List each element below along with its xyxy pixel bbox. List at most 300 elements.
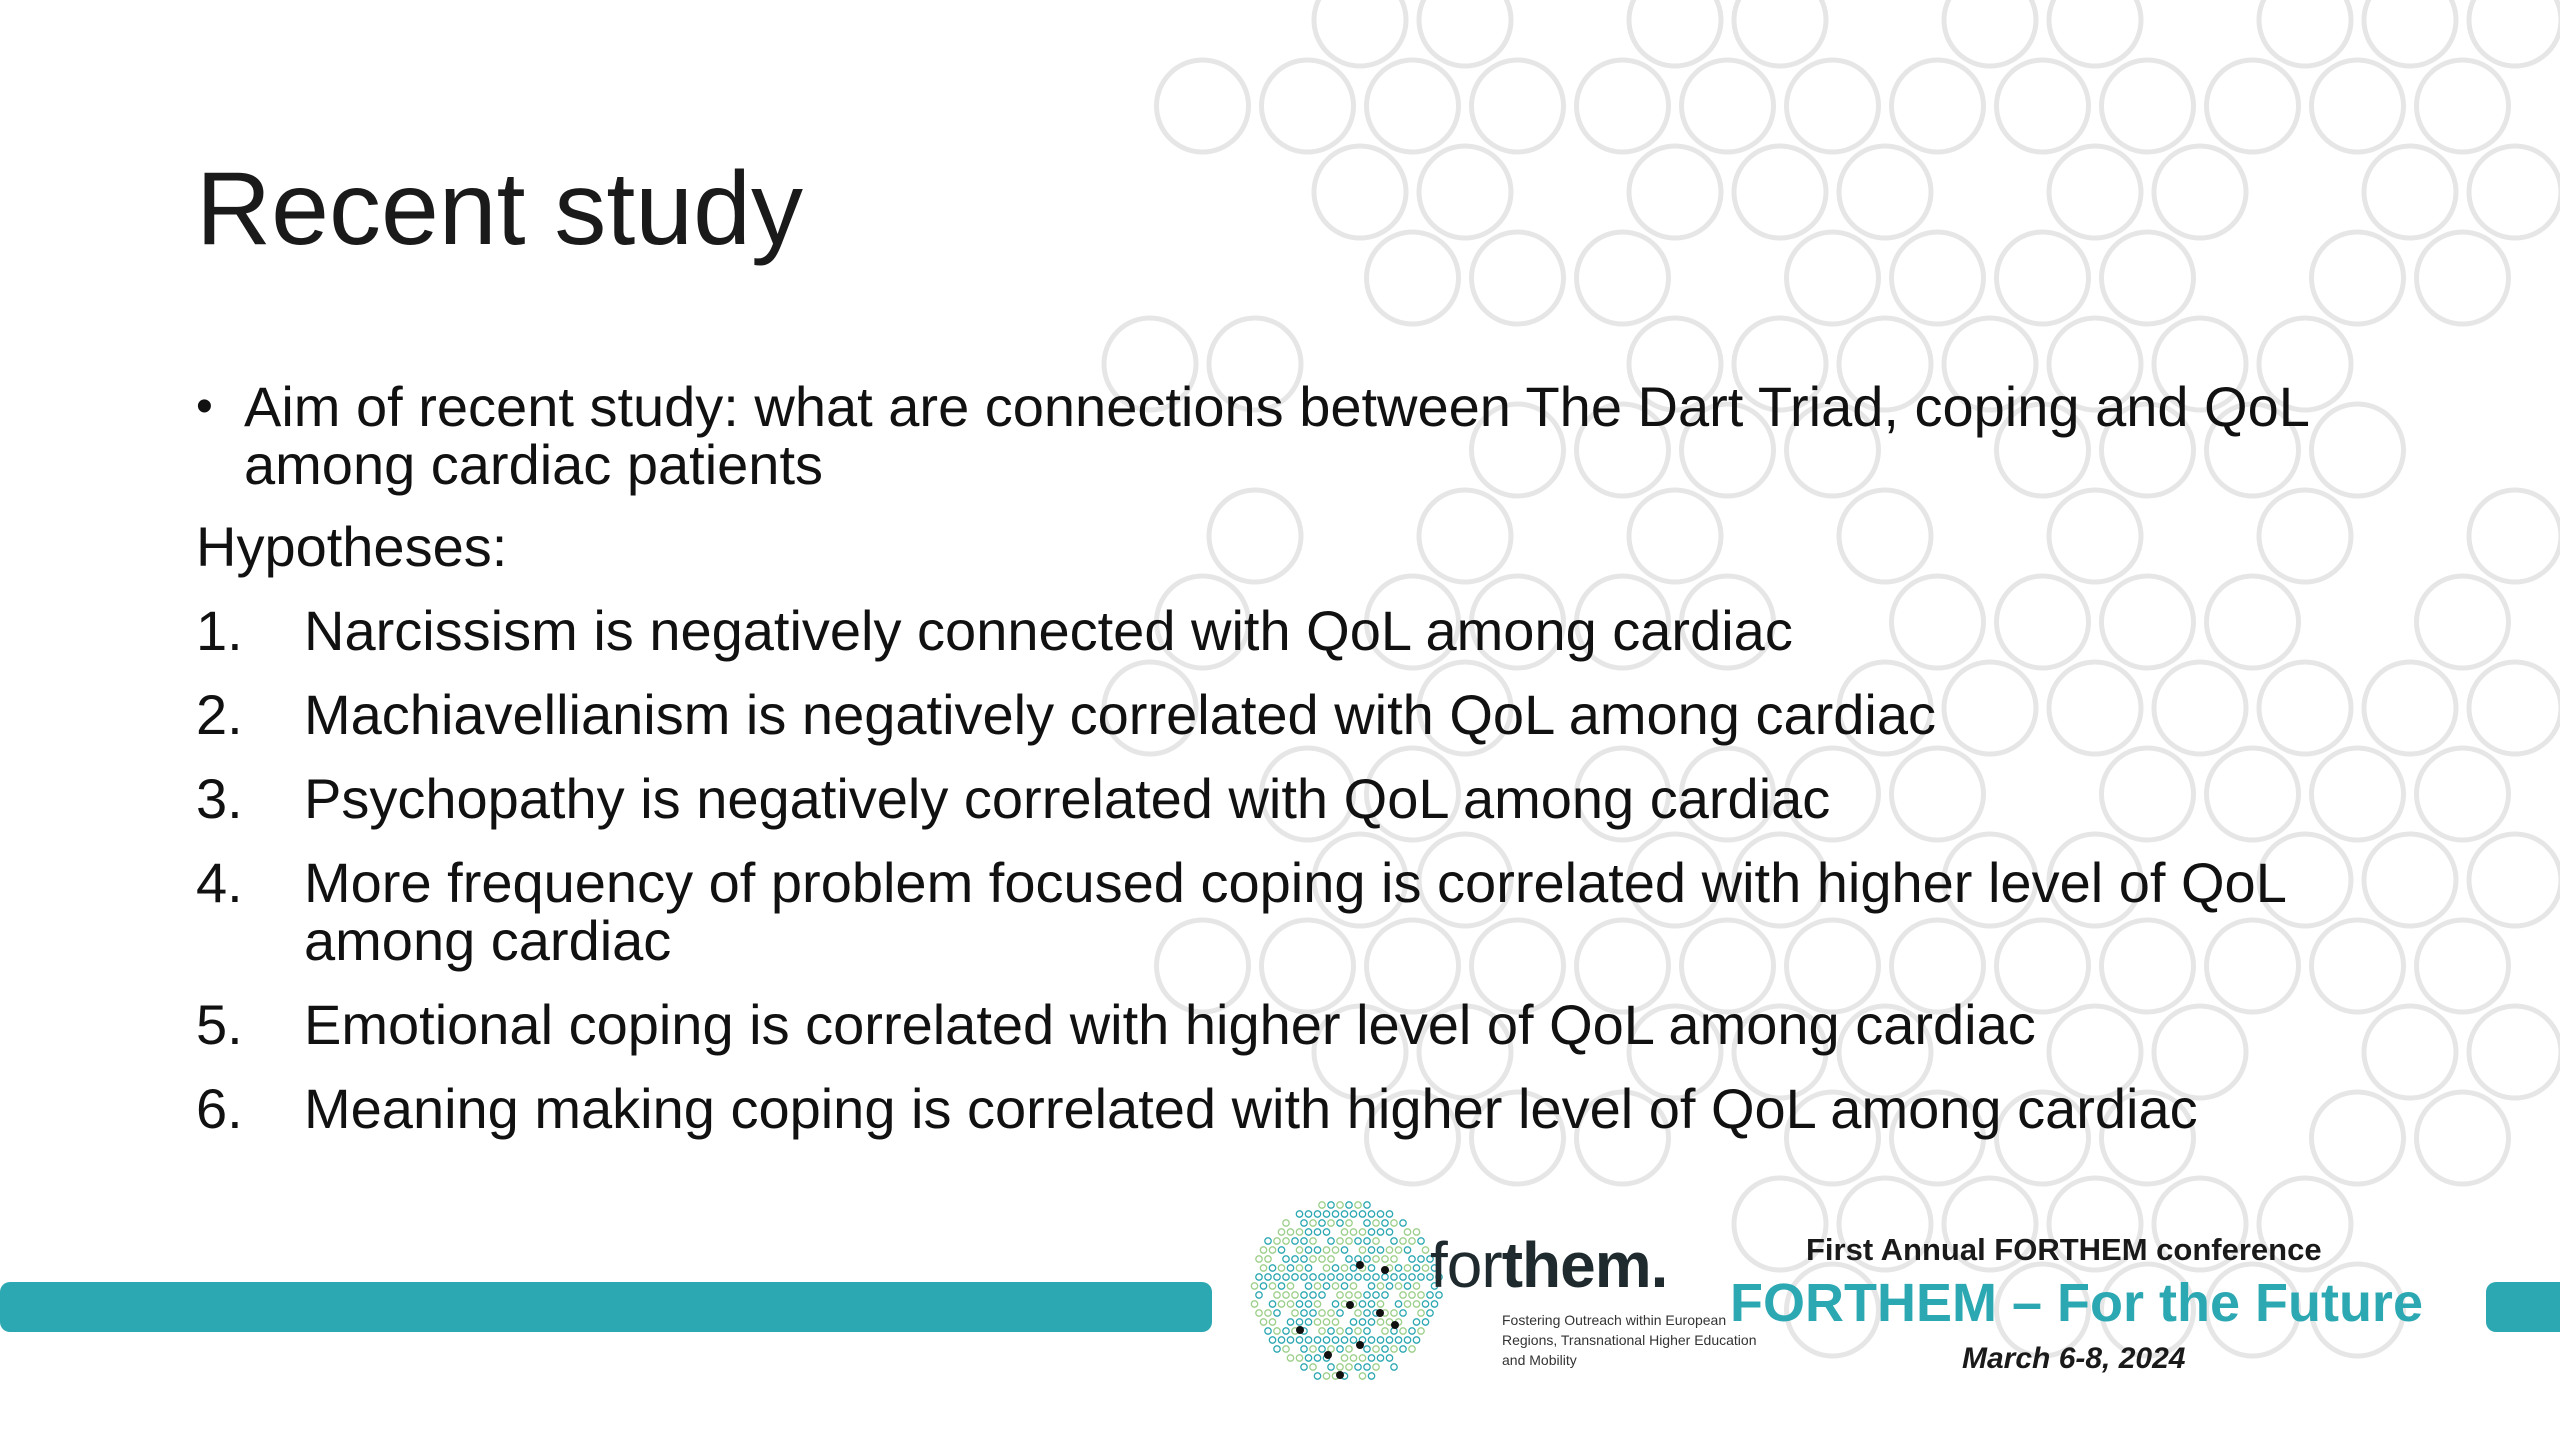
map-dot xyxy=(1341,1283,1347,1289)
map-dot xyxy=(1341,1211,1347,1217)
aim-bullet xyxy=(196,375,2396,496)
background-circle xyxy=(1944,0,2036,66)
map-dot xyxy=(1346,1364,1352,1370)
map-dot xyxy=(1296,1319,1302,1325)
map-dot xyxy=(1377,1283,1383,1289)
map-dot xyxy=(1310,1364,1316,1370)
map-dot xyxy=(1418,1292,1424,1298)
map-dot xyxy=(1310,1310,1316,1316)
map-dot xyxy=(1296,1265,1302,1271)
map-dot xyxy=(1404,1301,1410,1307)
background-circle xyxy=(2469,490,2560,582)
map-dot xyxy=(1364,1274,1370,1280)
map-dot xyxy=(1287,1265,1293,1271)
map-dot xyxy=(1368,1337,1374,1343)
map-dot xyxy=(1359,1211,1365,1217)
background-circle xyxy=(1629,146,1721,238)
map-dot xyxy=(1301,1274,1307,1280)
map-dot xyxy=(1305,1319,1311,1325)
map-dot xyxy=(1350,1211,1356,1217)
background-circle xyxy=(1892,60,1984,152)
map-dot xyxy=(1373,1256,1379,1262)
hypothesis-item xyxy=(196,683,2396,746)
map-dot xyxy=(1328,1238,1334,1244)
map-dot xyxy=(1319,1310,1325,1316)
map-dot xyxy=(1283,1346,1289,1352)
map-city-dot xyxy=(1376,1309,1384,1317)
slide-content xyxy=(196,375,2396,1164)
map-dot xyxy=(1337,1310,1343,1316)
map-dot xyxy=(1301,1292,1307,1298)
map-dot xyxy=(1269,1247,1275,1253)
hypothesis-number: 3. xyxy=(196,767,243,830)
hypothesis-item xyxy=(196,767,2396,830)
map-dot xyxy=(1328,1202,1334,1208)
map-dot xyxy=(1382,1256,1388,1262)
background-circle xyxy=(1892,232,1984,324)
map-dot xyxy=(1341,1229,1347,1235)
map-dot xyxy=(1368,1247,1374,1253)
map-dot xyxy=(1301,1220,1307,1226)
map-city-dot xyxy=(1391,1321,1399,1329)
background-circle xyxy=(2469,834,2560,926)
wordmark-prefix: for xyxy=(1430,1229,1502,1301)
map-dot xyxy=(1409,1274,1415,1280)
hypothesis-number: 5. xyxy=(196,993,243,1056)
map-dot xyxy=(1391,1238,1397,1244)
map-dot xyxy=(1292,1292,1298,1298)
map-dot xyxy=(1269,1265,1275,1271)
map-dot xyxy=(1287,1229,1293,1235)
map-dot xyxy=(1364,1346,1370,1352)
map-dot xyxy=(1368,1319,1374,1325)
map-dot xyxy=(1418,1238,1424,1244)
map-dot xyxy=(1310,1292,1316,1298)
map-dot xyxy=(1305,1337,1311,1343)
background-circle xyxy=(1419,146,1511,238)
map-dot xyxy=(1328,1310,1334,1316)
map-dot xyxy=(1422,1265,1428,1271)
background-circle xyxy=(2312,232,2404,324)
background-circle xyxy=(2417,748,2509,840)
bullet-dot-icon: • xyxy=(196,380,213,433)
map-dot xyxy=(1373,1364,1379,1370)
map-dot xyxy=(1323,1319,1329,1325)
map-dot xyxy=(1251,1301,1257,1307)
hypotheses-heading: Hypotheses: xyxy=(196,515,508,578)
map-dot xyxy=(1404,1265,1410,1271)
background-circle xyxy=(1997,232,2089,324)
map-dot xyxy=(1350,1229,1356,1235)
map-dot xyxy=(1341,1355,1347,1361)
map-dot xyxy=(1274,1274,1280,1280)
map-dot xyxy=(1413,1319,1419,1325)
map-dot xyxy=(1323,1373,1329,1379)
map-city-dot xyxy=(1296,1326,1304,1334)
map-dot xyxy=(1296,1229,1302,1235)
map-dot xyxy=(1386,1337,1392,1343)
map-dot xyxy=(1346,1220,1352,1226)
map-dot xyxy=(1269,1337,1275,1343)
map-dot xyxy=(1341,1337,1347,1343)
map-dot xyxy=(1256,1274,1262,1280)
map-dot xyxy=(1350,1319,1356,1325)
map-dot xyxy=(1368,1229,1374,1235)
map-dot xyxy=(1350,1337,1356,1343)
map-dot xyxy=(1314,1283,1320,1289)
conference-dates: March 6-8, 2024 xyxy=(1962,1342,2186,1375)
map-dot xyxy=(1332,1211,1338,1217)
map-dot xyxy=(1395,1283,1401,1289)
map-dot xyxy=(1350,1265,1356,1271)
map-dot xyxy=(1368,1211,1374,1217)
background-circle xyxy=(2049,0,2141,66)
map-dot xyxy=(1400,1346,1406,1352)
map-dot xyxy=(1296,1247,1302,1253)
map-dot xyxy=(1391,1346,1397,1352)
map-dot xyxy=(1269,1319,1275,1325)
map-dot xyxy=(1323,1337,1329,1343)
hypothesis-text: Narcissism is negatively connected with QoL among cardiac xyxy=(304,599,1793,662)
background-circle xyxy=(2049,146,2141,238)
aim-text: Aim of recent study: what are connections between The Dart Triad, coping and QoL among cardiac patients xyxy=(244,375,2308,496)
map-dot xyxy=(1400,1220,1406,1226)
map-dot xyxy=(1359,1319,1365,1325)
map-dot xyxy=(1413,1283,1419,1289)
map-dot xyxy=(1274,1238,1280,1244)
map-dot xyxy=(1359,1247,1365,1253)
map-dot xyxy=(1395,1265,1401,1271)
background-circle xyxy=(1839,146,1931,238)
map-dot xyxy=(1292,1310,1298,1316)
map-dot xyxy=(1283,1328,1289,1334)
map-dot xyxy=(1292,1256,1298,1262)
map-dot xyxy=(1314,1373,1320,1379)
map-dot xyxy=(1368,1373,1374,1379)
background-circle xyxy=(2417,232,2509,324)
map-dot xyxy=(1260,1247,1266,1253)
map-dot xyxy=(1422,1247,1428,1253)
map-dot xyxy=(1328,1256,1334,1262)
map-dot xyxy=(1368,1283,1374,1289)
map-dot xyxy=(1260,1283,1266,1289)
hypothesis-item xyxy=(196,1077,2396,1140)
map-dot xyxy=(1377,1301,1383,1307)
map-dot xyxy=(1382,1220,1388,1226)
map-dot xyxy=(1265,1256,1271,1262)
hypothesis-number: 6. xyxy=(196,1077,243,1140)
map-dot xyxy=(1287,1301,1293,1307)
map-dot xyxy=(1278,1265,1284,1271)
map-dot xyxy=(1373,1346,1379,1352)
map-dot xyxy=(1260,1265,1266,1271)
map-dot xyxy=(1413,1337,1419,1343)
map-dot xyxy=(1314,1211,1320,1217)
map-dot xyxy=(1382,1274,1388,1280)
map-dot xyxy=(1274,1292,1280,1298)
map-dot xyxy=(1373,1292,1379,1298)
map-dot xyxy=(1265,1238,1271,1244)
map-dot xyxy=(1296,1301,1302,1307)
map-dot xyxy=(1305,1265,1311,1271)
map-dot xyxy=(1382,1292,1388,1298)
map-dot xyxy=(1319,1202,1325,1208)
map-dot xyxy=(1310,1274,1316,1280)
footer-accent-bar-right xyxy=(2486,1282,2560,1332)
map-dot xyxy=(1278,1337,1284,1343)
map-dot xyxy=(1350,1355,1356,1361)
background-circle xyxy=(1577,60,1669,152)
map-dot xyxy=(1278,1301,1284,1307)
map-dot xyxy=(1256,1292,1262,1298)
background-circle xyxy=(1734,0,1826,66)
map-dot xyxy=(1323,1283,1329,1289)
map-dot xyxy=(1386,1283,1392,1289)
map-city-dot xyxy=(1356,1261,1364,1269)
map-city-dot xyxy=(1381,1266,1389,1274)
map-dot xyxy=(1301,1346,1307,1352)
map-dot xyxy=(1400,1238,1406,1244)
background-circle xyxy=(1787,60,1879,152)
map-dot xyxy=(1332,1337,1338,1343)
hypotheses-list xyxy=(196,599,2396,1140)
background-circle xyxy=(2469,146,2560,238)
map-dot xyxy=(1386,1247,1392,1253)
map-dot xyxy=(1409,1328,1415,1334)
background-circle xyxy=(2207,60,2299,152)
map-dot xyxy=(1265,1328,1271,1334)
hypothesis-text: Psychopathy is negatively correlated with QoL among cardiac xyxy=(304,767,1831,830)
map-dot xyxy=(1337,1346,1343,1352)
map-dot xyxy=(1364,1310,1370,1316)
map-dot xyxy=(1386,1211,1392,1217)
map-dot xyxy=(1301,1364,1307,1370)
map-dot xyxy=(1283,1238,1289,1244)
map-dot xyxy=(1310,1346,1316,1352)
map-dot xyxy=(1373,1220,1379,1226)
map-dot xyxy=(1323,1229,1329,1235)
map-city-dot xyxy=(1336,1371,1344,1379)
map-dot xyxy=(1346,1274,1352,1280)
map-dot xyxy=(1337,1364,1343,1370)
map-dot xyxy=(1305,1229,1311,1235)
map-dot xyxy=(1301,1310,1307,1316)
background-circle xyxy=(1157,60,1249,152)
map-dot xyxy=(1301,1238,1307,1244)
background-circle xyxy=(2417,576,2509,668)
map-dot xyxy=(1400,1274,1406,1280)
hypothesis-text: More frequency of problem focused coping is correlated with higher level of QoL among cardiac xyxy=(304,851,2285,972)
map-dot xyxy=(1287,1337,1293,1343)
map-dot xyxy=(1323,1211,1329,1217)
map-dot xyxy=(1391,1310,1397,1316)
background-circle xyxy=(1629,0,1721,66)
map-dot xyxy=(1400,1310,1406,1316)
map-dot xyxy=(1319,1292,1325,1298)
map-dot xyxy=(1418,1274,1424,1280)
map-dot xyxy=(1400,1328,1406,1334)
map-dot xyxy=(1422,1301,1428,1307)
map-dot xyxy=(1377,1337,1383,1343)
background-circle xyxy=(1314,146,1406,238)
map-dot xyxy=(1404,1247,1410,1253)
map-dot xyxy=(1346,1202,1352,1208)
map-dot xyxy=(1305,1247,1311,1253)
map-dot xyxy=(1278,1229,1284,1235)
map-dot xyxy=(1355,1202,1361,1208)
map-dot xyxy=(1391,1256,1397,1262)
hypothesis-number: 2. xyxy=(196,683,243,746)
map-dot xyxy=(1359,1373,1365,1379)
map-dot xyxy=(1364,1238,1370,1244)
background-circle xyxy=(1314,0,1406,66)
map-dot xyxy=(1283,1274,1289,1280)
map-city-dot xyxy=(1324,1351,1332,1359)
background-circle xyxy=(2469,0,2560,66)
background-circle xyxy=(1787,232,1879,324)
map-dot xyxy=(1287,1319,1293,1325)
map-dot xyxy=(1314,1355,1320,1361)
map-dot xyxy=(1346,1256,1352,1262)
map-dot xyxy=(1346,1292,1352,1298)
conference-slogan: FORTHEM – For the Future xyxy=(1730,1273,2423,1333)
map-dot xyxy=(1287,1355,1293,1361)
map-dot xyxy=(1274,1310,1280,1316)
map-dot xyxy=(1305,1283,1311,1289)
map-dot xyxy=(1337,1220,1343,1226)
map-dot xyxy=(1341,1247,1347,1253)
map-dot xyxy=(1364,1220,1370,1226)
background-circle xyxy=(1472,232,1564,324)
conference-name: First Annual FORTHEM conference xyxy=(1806,1232,2322,1267)
map-dot xyxy=(1364,1292,1370,1298)
map-dot xyxy=(1274,1346,1280,1352)
hypothesis-text: Meaning making coping is correlated with higher level of QoL among cardiac xyxy=(304,1077,2198,1140)
map-dot xyxy=(1328,1220,1334,1226)
map-dot xyxy=(1409,1256,1415,1262)
map-dot xyxy=(1332,1247,1338,1253)
map-dot xyxy=(1283,1292,1289,1298)
background-circle xyxy=(2469,662,2560,754)
background-circle xyxy=(2154,146,2246,238)
logo-tagline: Fostering Outreach within European Regions, Transnational Higher Education and Mobility xyxy=(1502,1312,1757,1368)
map-dot xyxy=(1364,1364,1370,1370)
map-dot xyxy=(1278,1283,1284,1289)
map-dot xyxy=(1364,1256,1370,1262)
map-dot xyxy=(1413,1265,1419,1271)
map-dot xyxy=(1314,1301,1320,1307)
background-circle xyxy=(2417,1092,2509,1184)
map-dot xyxy=(1395,1247,1401,1253)
map-dot xyxy=(1328,1328,1334,1334)
background-circle xyxy=(2259,0,2351,66)
map-dot xyxy=(1337,1202,1343,1208)
map-dot xyxy=(1337,1238,1343,1244)
map-dot xyxy=(1404,1337,1410,1343)
hypothesis-number: 4. xyxy=(196,851,243,914)
map-dot xyxy=(1265,1310,1271,1316)
map-dot xyxy=(1346,1328,1352,1334)
map-dot xyxy=(1323,1247,1329,1253)
map-dot xyxy=(1346,1238,1352,1244)
background-circle xyxy=(1577,232,1669,324)
map-dot xyxy=(1278,1247,1284,1253)
map-dot xyxy=(1314,1229,1320,1235)
map-dot xyxy=(1319,1220,1325,1226)
background-circle xyxy=(2312,60,2404,152)
map-dot xyxy=(1323,1265,1329,1271)
map-dot xyxy=(1355,1328,1361,1334)
background-circle xyxy=(2364,146,2456,238)
hypothesis-item xyxy=(196,599,2396,662)
map-dot xyxy=(1256,1310,1262,1316)
map-dot xyxy=(1413,1229,1419,1235)
map-dot xyxy=(1283,1220,1289,1226)
background-circle xyxy=(1419,0,1511,66)
map-dot xyxy=(1373,1274,1379,1280)
map-dot xyxy=(1377,1355,1383,1361)
map-dot xyxy=(1409,1238,1415,1244)
map-dot xyxy=(1287,1283,1293,1289)
map-dot xyxy=(1368,1265,1374,1271)
map-dot xyxy=(1341,1265,1347,1271)
map-dot xyxy=(1260,1319,1266,1325)
map-dot xyxy=(1314,1247,1320,1253)
map-dot xyxy=(1296,1211,1302,1217)
forthem-wordmark xyxy=(1430,1228,1667,1302)
wordmark-bold: them. xyxy=(1501,1229,1668,1301)
map-dot xyxy=(1368,1355,1374,1361)
background-circle xyxy=(1472,60,1564,152)
map-dot xyxy=(1274,1328,1280,1334)
map-dot xyxy=(1305,1355,1311,1361)
map-dot xyxy=(1314,1337,1320,1343)
map-dot xyxy=(1382,1346,1388,1352)
hypothesis-text: Emotional coping is correlated with higher level of QoL among cardiac xyxy=(304,993,2036,1056)
map-dot xyxy=(1310,1256,1316,1262)
background-circle xyxy=(1997,60,2089,152)
map-city-dot xyxy=(1346,1301,1354,1309)
map-dot xyxy=(1328,1364,1334,1370)
map-dot xyxy=(1386,1229,1392,1235)
map-dot xyxy=(1373,1238,1379,1244)
map-dot xyxy=(1332,1301,1338,1307)
map-dot xyxy=(1404,1229,1410,1235)
hypothesis-text: Machiavellianism is negatively correlated with QoL among cardiac xyxy=(304,683,1937,746)
map-dot xyxy=(1386,1355,1392,1361)
map-dot xyxy=(1269,1301,1275,1307)
hypothesis-number: 1. xyxy=(196,599,243,662)
map-dot xyxy=(1377,1229,1383,1235)
map-dot xyxy=(1377,1319,1383,1325)
map-dot xyxy=(1332,1265,1338,1271)
footer-accent-bar-left xyxy=(0,1282,1212,1332)
map-dot xyxy=(1319,1346,1325,1352)
map-dot xyxy=(1251,1283,1257,1289)
map-dot xyxy=(1404,1283,1410,1289)
map-dot xyxy=(1359,1229,1365,1235)
map-dot xyxy=(1413,1301,1419,1307)
map-dot xyxy=(1301,1256,1307,1262)
map-city-dot xyxy=(1356,1341,1364,1349)
map-dot xyxy=(1319,1328,1325,1334)
map-dot xyxy=(1310,1238,1316,1244)
map-dot xyxy=(1427,1310,1433,1316)
map-dot xyxy=(1400,1292,1406,1298)
map-dot xyxy=(1346,1346,1352,1352)
map-dot xyxy=(1355,1274,1361,1280)
map-dot xyxy=(1337,1328,1343,1334)
